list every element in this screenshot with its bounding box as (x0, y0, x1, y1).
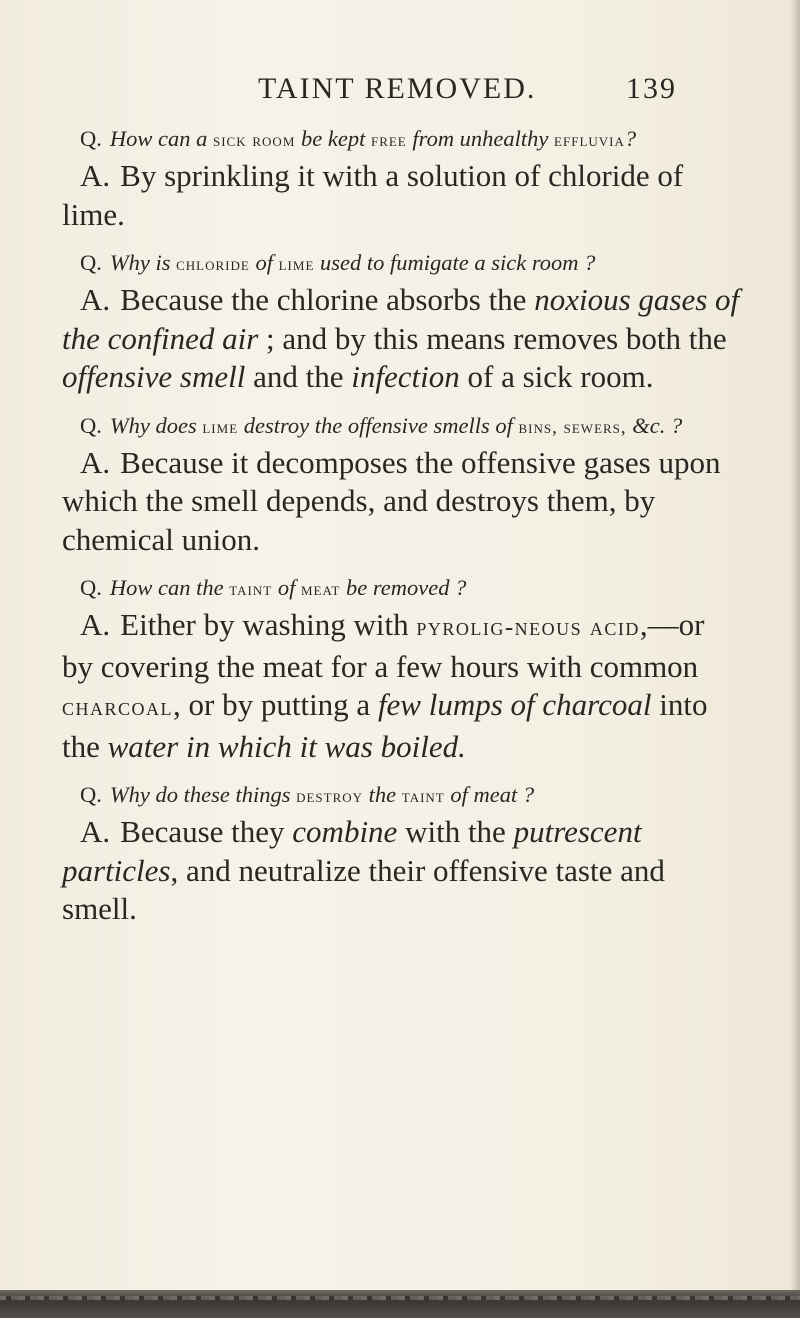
question-text: from unhealthy (406, 126, 555, 151)
answer (62, 813, 742, 929)
answer-text: putrescent particles (62, 814, 642, 888)
answer-label: A. (80, 814, 111, 849)
answer (62, 606, 742, 766)
answer-text: infection (351, 359, 460, 394)
answer-text: pyrolig-neous acid (416, 614, 640, 641)
question-text: of (272, 575, 301, 600)
answer-text: Because the chlorine absorbs the (120, 282, 535, 317)
question (62, 780, 742, 811)
page-bottom-edge (0, 1290, 800, 1318)
question (62, 248, 742, 279)
answer-text: offensive smell (62, 359, 246, 394)
question-text: of (249, 250, 279, 275)
question-text: Why does (109, 412, 203, 438)
question-text: &c. ? (626, 412, 683, 438)
answer-text: water in which it was boiled. (107, 728, 466, 764)
question-text: sick room (213, 130, 296, 151)
question-text: How can a (109, 126, 213, 151)
answer-label: A. (80, 282, 111, 317)
answer-label: A. (80, 158, 111, 193)
question-text: chloride (176, 254, 250, 275)
page-shadow (790, 0, 800, 1318)
question-text: used to fumigate a sick room ? (314, 250, 596, 275)
question-label: Q. (80, 782, 102, 807)
question (62, 573, 742, 604)
question-text: lime (202, 416, 239, 438)
question-text: ? (624, 126, 637, 151)
answer (62, 281, 742, 397)
question (62, 124, 742, 155)
question-text: taint (401, 786, 445, 807)
question-text: effluvia (554, 130, 625, 151)
question-text: How can the (109, 575, 230, 600)
question-text: the (363, 782, 402, 807)
answer-text: Because it decomposes the offensive gases upon which the smell depends, and destroys them, by chemical union. (62, 444, 721, 557)
answer-text: By sprinkling it with a solution of chloride of lime. (62, 158, 684, 232)
answer-text: charcoal (62, 694, 174, 721)
question-text: free (370, 130, 407, 151)
answer-text: ,—or by covering the meat for a few hours with common (62, 607, 705, 684)
question-label: Q. (80, 126, 102, 151)
answer-label: A. (80, 607, 111, 642)
question-text: of meat ? (444, 782, 535, 807)
answer-text: few lumps of charcoal (377, 687, 652, 722)
question-text: meat (300, 579, 341, 600)
answer-text: of a sick room. (459, 359, 654, 394)
question-label: Q. (80, 575, 102, 600)
answer-text: and the (245, 359, 352, 394)
running-head: TAINT REMOVED. (258, 72, 537, 105)
question-text: destroy (296, 786, 364, 807)
qa-body (62, 110, 742, 929)
answer-text: noxious gases of the confined air (62, 282, 740, 356)
question-text: be kept (295, 126, 371, 151)
question-text: lime (278, 254, 315, 275)
question-text: bins, sewers, (518, 416, 627, 438)
answer-label: A. (80, 444, 111, 480)
question-text: be removed ? (340, 575, 467, 600)
question-text: Why do these things (109, 782, 297, 807)
question-text: destroy the offensive smells of (238, 412, 519, 438)
question (62, 411, 742, 442)
answer-text: Because they (120, 814, 293, 849)
question-text: Why is (109, 250, 177, 275)
answer-text: , or by putting a (173, 687, 378, 722)
question-label: Q. (80, 412, 102, 438)
answer-text: with the (397, 814, 514, 849)
answer-text: ; and by this means removes both the (258, 320, 727, 356)
answer (62, 157, 742, 234)
answer-text: into the (62, 687, 708, 764)
answer (62, 444, 742, 560)
answer-text: , and neutralize their offensive taste and smell. (62, 852, 665, 926)
answer-text: combine (292, 814, 398, 849)
page-number: 139 (626, 72, 677, 105)
answer-text: Either by washing with (120, 607, 417, 642)
question-text: taint (229, 579, 273, 600)
question-label: Q. (80, 250, 102, 275)
